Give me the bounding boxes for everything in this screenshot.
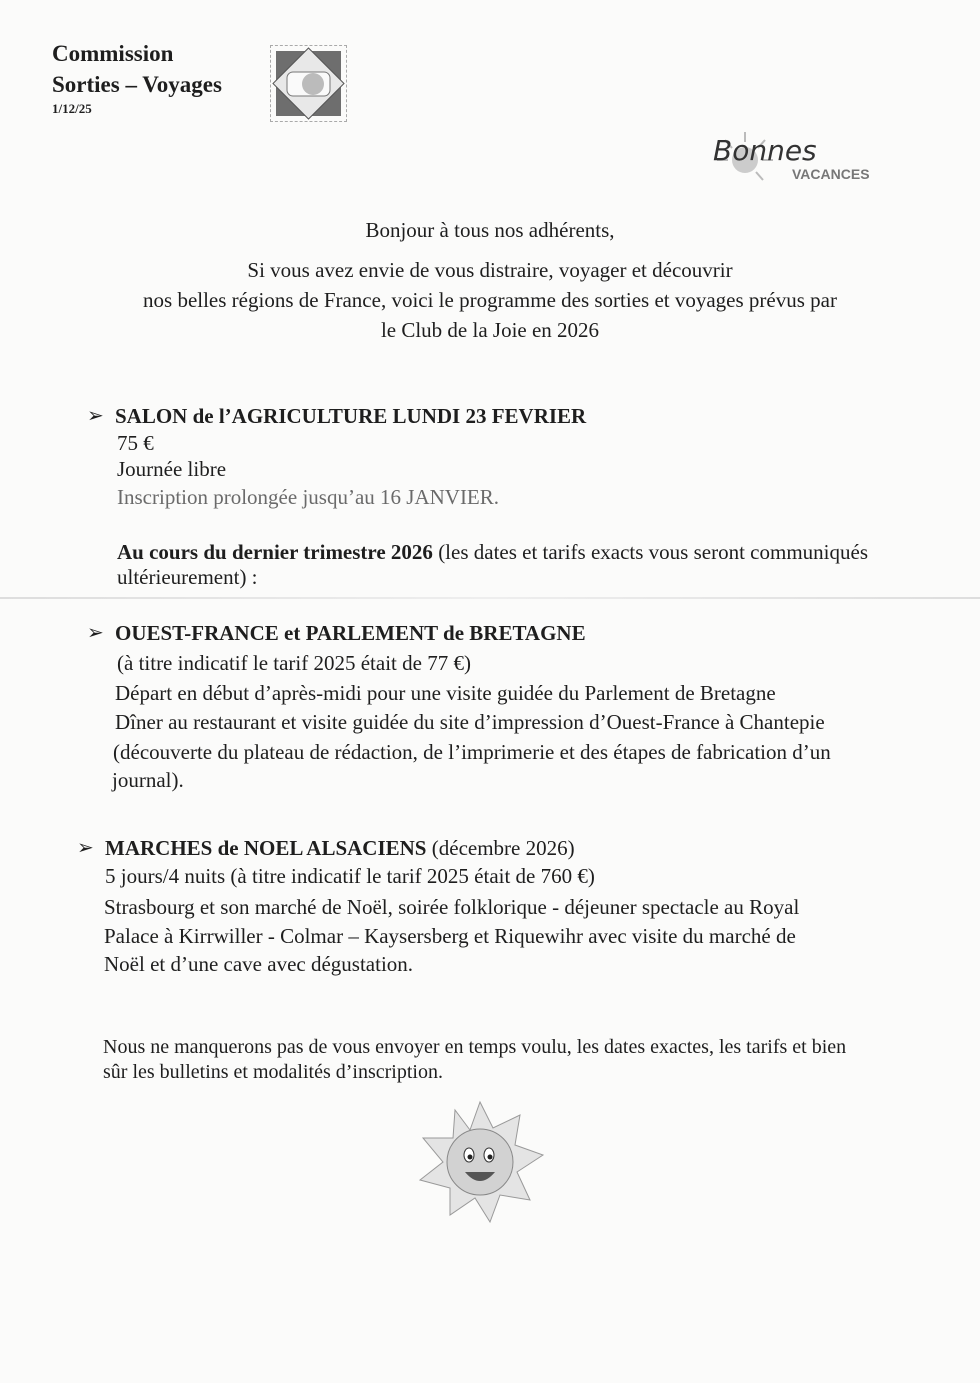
smiling-sun-illustration (415, 1100, 545, 1225)
item3-line: 5 jours/4 nuits (à titre indicatif le tarif 2025 était de 760 €) (105, 864, 595, 888)
club-logo (270, 45, 347, 122)
badge-caps: VACANCES (792, 166, 870, 182)
intro-line: Si vous avez envie de vous distraire, voyager et découvrir (247, 258, 733, 282)
trimestre-line2: ultérieurement) : (117, 565, 258, 589)
item3-heading (105, 836, 575, 860)
header-title-line1: Commission (52, 41, 174, 66)
bonnes-vacances-badge (705, 128, 875, 188)
item3-line: Palace à Kirrwiller - Colmar – Kaysersberg et Riquewihr avec visite du marché de (104, 924, 796, 948)
item3-title: MARCHES de NOEL ALSACIENS (105, 836, 427, 860)
item1-price: 75 € (117, 431, 154, 455)
intro-line: le Club de la Joie en 2026 (380, 318, 600, 342)
item2-title: OUEST-FRANCE et PARLEMENT de BRETAGNE (115, 621, 586, 645)
item2-line: (à titre indicatif le tarif 2025 était de 77 €) (117, 651, 471, 675)
closing-line: sûr les bulletins et modalités d’inscription. (103, 1061, 443, 1083)
paper-fold-divider (0, 597, 980, 599)
item2-line: Départ en début d’après-midi pour une visite guidée du Parlement de Bretagne (115, 681, 776, 705)
arrow-bullet-icon: ➢ (77, 837, 94, 859)
item1-line: Journée libre (117, 457, 227, 481)
item3-line: Strasbourg et son marché de Noël, soirée folklorique - déjeuner spectacle au Royal (104, 895, 800, 919)
header-title-line2: Sorties – Voyages (52, 72, 222, 97)
arrow-bullet-icon: ➢ (87, 405, 104, 427)
item3-line: Noël et d’une cave avec dégustation. (104, 952, 414, 976)
trimestre-bold: Au cours du dernier trimestre 2026 (117, 540, 433, 564)
badge-script: Bonnes (713, 134, 817, 167)
greeting: Bonjour à tous nos adhérents, (365, 218, 615, 242)
item1-title: SALON de l’AGRICULTURE LUNDI 23 FEVRIER (115, 404, 587, 428)
item2-line: (découverte du plateau de rédaction, de l’imprimerie et des étapes de fabrication d’un (113, 740, 831, 764)
arrow-bullet-icon: ➢ (87, 622, 104, 644)
header-date: 1/12/25 (52, 101, 92, 116)
item1-deadline: Inscription prolongée jusqu’au 16 JANVIER. (117, 485, 500, 509)
item3-title-suffix: (décembre 2026) (426, 836, 575, 860)
trimestre-rest: (les dates et tarifs exacts vous seront communiqués (432, 540, 868, 564)
item2-line: Dîner au restaurant et visite guidée du site d’impression d’Ouest-France à Chantepie (115, 710, 825, 734)
closing-line: Nous ne manquerons pas de vous envoyer en temps voulu, les dates exactes, les tarifs et bien (103, 1036, 847, 1058)
intro-line: nos belles régions de France, voici le programme des sorties et voyages prévus par (143, 288, 837, 312)
item2-line: journal). (112, 768, 184, 792)
trimestre-line1 (117, 540, 868, 564)
